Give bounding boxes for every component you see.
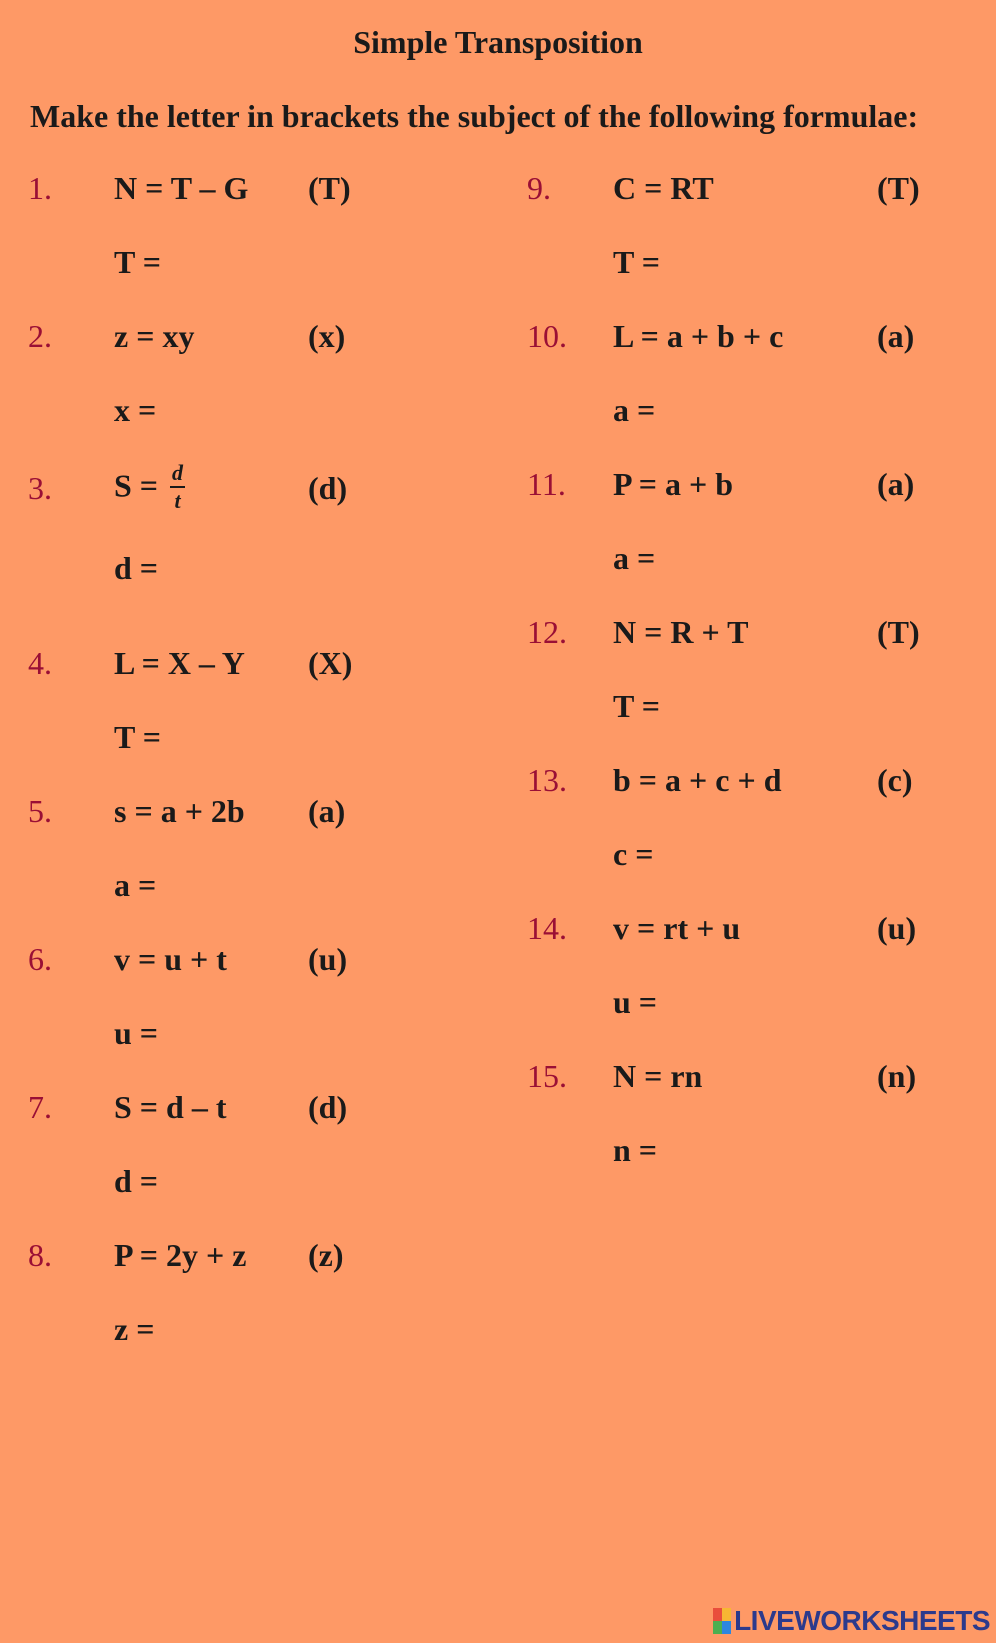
- question-6: [28, 941, 498, 1091]
- answer-field[interactable]: x =: [114, 392, 157, 428]
- question-number: 10.: [527, 318, 567, 354]
- subject-letter: (z): [308, 1237, 344, 1273]
- question-5: [28, 793, 498, 943]
- liveworksheets-logo: [713, 1605, 990, 1637]
- question-number: 2.: [28, 318, 52, 354]
- formula: N = T – G: [114, 170, 249, 206]
- formula: C = RT: [613, 170, 714, 206]
- question-7: [28, 1089, 498, 1239]
- answer-field[interactable]: d =: [114, 1163, 159, 1199]
- question-number: 15.: [527, 1058, 567, 1094]
- answer-field[interactable]: n =: [613, 1132, 658, 1168]
- formula: s = a + 2b: [114, 793, 245, 829]
- subject-letter: (a): [877, 466, 915, 502]
- answer-field[interactable]: u =: [613, 984, 658, 1020]
- question-number: 8.: [28, 1237, 52, 1273]
- brand-name: LIVEWORKSHEETS: [734, 1605, 990, 1636]
- question-4: [28, 645, 498, 795]
- subject-letter: (T): [877, 170, 920, 206]
- formula: [114, 460, 185, 514]
- question-11: [527, 466, 997, 616]
- answer-field[interactable]: z =: [114, 1311, 155, 1347]
- formula: b = a + c + d: [613, 762, 782, 798]
- question-8: [28, 1237, 498, 1387]
- question-number: 3.: [28, 470, 52, 506]
- answer-field[interactable]: d =: [114, 550, 159, 586]
- question-number: 6.: [28, 941, 52, 977]
- fraction-numerator: d: [170, 462, 185, 488]
- answer-field[interactable]: T =: [613, 688, 660, 724]
- question-3: [28, 460, 498, 620]
- answer-field[interactable]: a =: [114, 867, 157, 903]
- question-15: [527, 1058, 997, 1208]
- question-9: [527, 170, 997, 320]
- question-12: [527, 614, 997, 764]
- answer-field[interactable]: u =: [114, 1015, 159, 1051]
- question-number: 11.: [527, 466, 566, 502]
- question-10: [527, 318, 997, 468]
- subject-letter: (u): [308, 941, 348, 977]
- subject-letter: (n): [877, 1058, 917, 1094]
- question-number: 13.: [527, 762, 567, 798]
- question-14: [527, 910, 997, 1060]
- subject-letter: (x): [308, 318, 346, 354]
- subject-letter: (a): [877, 318, 915, 354]
- formula-lhs: S =: [114, 467, 159, 504]
- subject-letter: (a): [308, 793, 346, 829]
- subject-letter: (T): [308, 170, 351, 206]
- answer-field[interactable]: a =: [613, 392, 656, 428]
- formula: L = a + b + c: [613, 318, 784, 354]
- subject-letter: (u): [877, 910, 917, 946]
- question-number: 1.: [28, 170, 52, 206]
- question-number: 4.: [28, 645, 52, 681]
- formula: S = d – t: [114, 1089, 227, 1125]
- subject-letter: (d): [308, 1089, 348, 1125]
- formula: P = 2y + z: [114, 1237, 247, 1273]
- answer-field[interactable]: a =: [613, 540, 656, 576]
- answer-field[interactable]: T =: [613, 244, 660, 280]
- question-number: 5.: [28, 793, 52, 829]
- formula: z = xy: [114, 318, 195, 354]
- question-1: [28, 170, 498, 320]
- formula: v = u + t: [114, 941, 227, 977]
- subject-letter: (d): [308, 470, 348, 506]
- question-number: 12.: [527, 614, 567, 650]
- brand-logo-icon: [713, 1608, 731, 1634]
- formula: N = R + T: [613, 614, 749, 650]
- question-number: 7.: [28, 1089, 52, 1125]
- subject-letter: (T): [877, 614, 920, 650]
- instruction-text: Make the letter in brackets the subject of the following formulae:: [30, 98, 919, 134]
- answer-field[interactable]: c =: [613, 836, 654, 872]
- question-number: 14.: [527, 910, 567, 946]
- page-title: Simple Transposition: [353, 24, 643, 60]
- answer-field[interactable]: T =: [114, 244, 161, 280]
- question-number: 9.: [527, 170, 551, 206]
- question-2: [28, 318, 498, 468]
- answer-field[interactable]: T =: [114, 719, 161, 755]
- fraction: [170, 462, 185, 512]
- subject-letter: (c): [877, 762, 913, 798]
- question-13: [527, 762, 997, 912]
- formula: v = rt + u: [613, 910, 741, 946]
- subject-letter: (X): [308, 645, 353, 681]
- formula: N = rn: [613, 1058, 703, 1094]
- fraction-denominator: t: [174, 488, 181, 513]
- formula: P = a + b: [613, 466, 734, 502]
- formula: L = X – Y: [114, 645, 245, 681]
